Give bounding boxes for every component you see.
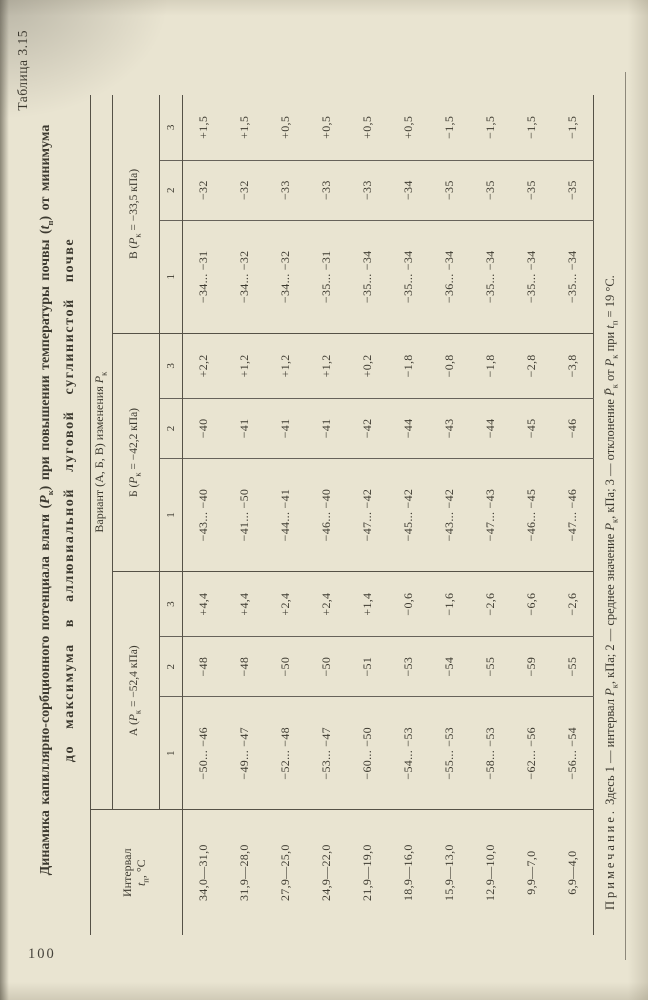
cell-value: −48 [182,637,224,697]
table-row [265,95,306,935]
cell-value: −41 [306,398,347,458]
cell-value: −6,6 [511,572,552,637]
table-row [429,95,470,935]
header-sub-2: 2 [159,398,182,458]
cell-interval: 9,9—7,0 [524,850,539,895]
table-footnote: Примечание. Здесь 1 — интервал $P_к$, кПа; 2 — среднее значение $P_к$, кПа; 3 — отклонение $P̄_к$ от $P_к$ при $t_п = 19$ °C. [602,275,620,910]
cell-value: +0,5 [347,95,388,160]
cell-value: −32 [224,160,265,220]
cell-value: −1,5 [511,95,552,160]
cell-value: −48 [224,637,265,697]
header-interval: Интервал $t_п$, °C [90,810,182,935]
cell-value: −42 [347,398,388,458]
table-title-line2: до максимума в аллювиальной луговой суглинистой почве [61,237,77,763]
cell-value: −44... −41 [265,458,306,571]
cell-value: −50... −46 [182,697,224,810]
cell-value: +0,2 [347,333,388,398]
cell-value: −50 [306,637,347,697]
cell-value: +1,2 [224,333,265,398]
cell-value: −43... −42 [429,458,470,571]
cell-value: −55 [552,637,594,697]
header-sub-3: 3 [159,572,182,637]
cell-interval: 31,9—28,0 [237,844,252,902]
table-body [182,95,593,935]
cell-interval: 18,9—16,0 [401,844,416,902]
cell-value: −54 [429,637,470,697]
cell-interval: 6,9—4,0 [565,850,580,895]
header-group-b: Б ($P_к = -42,2$ кПа) [112,333,159,571]
cell-value: −35 [552,160,594,220]
cell-value: −49... −47 [224,697,265,810]
cell-value: −54... −53 [388,697,429,810]
header-sub-1: 1 [159,458,182,571]
cell-value: −47... −46 [552,458,594,571]
cell-value: −2,8 [511,333,552,398]
table-row [306,95,347,935]
cell-interval: 21,9—19,0 [360,844,375,902]
header-variant: Вариант (А, Б, В) изменения $P_к$ [90,95,112,810]
cell-value: +0,5 [388,95,429,160]
cell-value: −33 [265,160,306,220]
cell-value: −35 [511,160,552,220]
table-row [388,95,429,935]
header-sub-3: 3 [159,95,182,160]
table-row [511,95,552,935]
header-sub-1: 1 [159,220,182,333]
cell-value: +0,5 [306,95,347,160]
table-number-label: Таблица 3.15 [15,30,30,111]
cell-value: −35 [470,160,511,220]
header-sub-1: 1 [159,697,182,810]
cell-value: −1,8 [470,333,511,398]
footnote-rule [624,72,626,960]
cell-value: −41 [224,398,265,458]
cell-value: −56... −54 [552,697,594,810]
cell-value: −1,5 [429,95,470,160]
cell-value: −35... −34 [552,220,594,333]
cell-interval: 12,9—10,0 [483,844,498,902]
cell-value: −0,6 [388,572,429,637]
cell-value: −51 [347,637,388,697]
cell-value: +4,4 [182,572,224,637]
cell-value: −62... −56 [511,697,552,810]
cell-value: −0,8 [429,333,470,398]
cell-value: −52... −48 [265,697,306,810]
header-group-v: В ($P_к = -33,5$ кПа) [112,95,159,333]
cell-value: −44 [388,398,429,458]
cell-interval: 15,9—13,0 [442,844,457,902]
cell-value: −2,6 [470,572,511,637]
table-row [182,95,224,935]
cell-value: −34... −32 [224,220,265,333]
cell-value: −35... −34 [347,220,388,333]
cell-value: −35... −31 [306,220,347,333]
cell-value: −35 [429,160,470,220]
header-group-a: А ($P_к = -52,4$ кПа) [112,572,159,810]
cell-value: −34... −31 [182,220,224,333]
header-sub-2: 2 [159,160,182,220]
table-title [36,0,79,1000]
cell-value: −2,6 [552,572,594,637]
cell-value: +4,4 [224,572,265,637]
cell-value: −47... −42 [347,458,388,571]
cell-interval: 27,9—25,0 [278,844,293,902]
table-row [347,95,388,935]
cell-value: −41 [265,398,306,458]
cell-value: +2,2 [182,333,224,398]
cell-value: −53 [388,637,429,697]
cell-value: −36... −34 [429,220,470,333]
table-row [552,95,594,935]
cell-value: −46... −40 [306,458,347,571]
header-sub-2: 2 [159,637,182,697]
cell-value: −44 [470,398,511,458]
cell-value: +1,5 [182,95,224,160]
cell-value: +1,2 [306,333,347,398]
cell-value: −1,5 [552,95,594,160]
data-table [90,95,594,935]
cell-value: −1,8 [388,333,429,398]
cell-value: +1,2 [265,333,306,398]
cell-value: −1,5 [470,95,511,160]
cell-value: −35... −34 [470,220,511,333]
cell-value: −45 [511,398,552,458]
cell-value: −46... −45 [511,458,552,571]
page-number: 100 [28,946,56,962]
cell-value: +1,5 [224,95,265,160]
table-title-line1: Динамика капиллярно-сорбционного потенциала влаги $(P_к)$ при повышении температуры почвы $(t_п)$ от минимума [38,124,55,876]
cell-value: +0,5 [265,95,306,160]
cell-value: +1,4 [347,572,388,637]
cell-value: −43 [429,398,470,458]
cell-value: −35... −34 [388,220,429,333]
table-row [470,95,511,935]
cell-value: −34... −32 [265,220,306,333]
header-sub-3: 3 [159,333,182,398]
cell-value: −46 [552,398,594,458]
cell-value: −58... −53 [470,697,511,810]
cell-value: −59 [511,637,552,697]
cell-value: +2,4 [265,572,306,637]
cell-value: −33 [306,160,347,220]
cell-value: −32 [182,160,224,220]
cell-value: −33 [347,160,388,220]
cell-value: −1,6 [429,572,470,637]
cell-value: −41... −50 [224,458,265,571]
cell-value: −43... −40 [182,458,224,571]
cell-value: −45... −42 [388,458,429,571]
cell-value: −53... −47 [306,697,347,810]
cell-interval: 34,0—31,0 [196,844,211,902]
cell-value: −55... −53 [429,697,470,810]
cell-interval: 24,9—22,0 [319,844,334,902]
cell-value: −55 [470,637,511,697]
cell-value: −50 [265,637,306,697]
cell-value: +2,4 [306,572,347,637]
table-row [224,95,265,935]
cell-value: −60... −50 [347,697,388,810]
cell-value: −3,8 [552,333,594,398]
cell-value: −40 [182,398,224,458]
cell-value: −47... −43 [470,458,511,571]
cell-value: −35... −34 [511,220,552,333]
cell-value: −34 [388,160,429,220]
